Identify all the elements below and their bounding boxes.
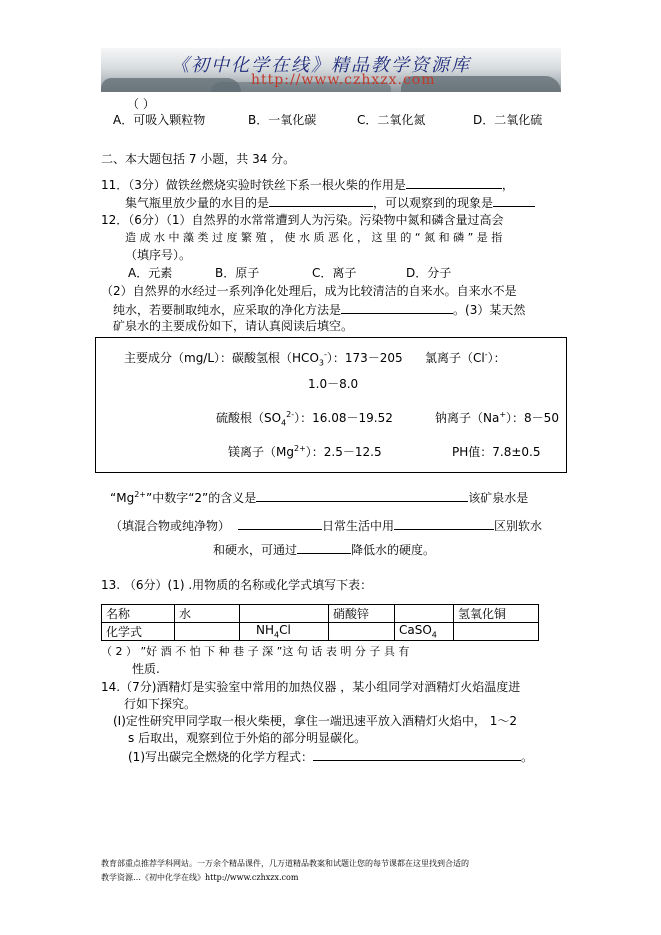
- after-box-line3: [213, 540, 435, 558]
- table-cell: 硝酸锌: [329, 605, 395, 623]
- option-c: C．二氧化氮: [357, 113, 426, 127]
- q11-comma: ，: [501, 178, 514, 192]
- table-row: [102, 605, 539, 623]
- q11-text: 集气瓶里放少量的水目的是: [125, 196, 270, 210]
- q14-line2: 行如下探究。: [124, 697, 197, 711]
- hco3-value: ）：173－205: [326, 351, 403, 365]
- banner-url[interactable]: http://www.czhxzx.com: [251, 72, 436, 88]
- chemical-table: [101, 604, 539, 641]
- sodium-value: ）：8－50: [506, 411, 559, 425]
- banner: [101, 48, 561, 92]
- blank-line: [256, 488, 468, 502]
- q12-line3: （填序号）。: [125, 248, 192, 262]
- q14-line3: (I)定性研究甲同学取一根火柴梗，拿住一端迅速平放入酒精灯火焰中， 1～2: [113, 714, 517, 728]
- superscript: 2+: [293, 444, 306, 453]
- table-cell: [240, 623, 329, 641]
- q12-p2-line2: [113, 300, 525, 318]
- q13-line1: 13. （6分）(1) .用物质的名称或化学式填写下表：: [101, 578, 373, 592]
- sulfate-value: ）：16.08－19.52: [294, 411, 393, 425]
- q14-line4: s 后取出，观察到位于外焰的部分明显碳化。: [128, 731, 367, 745]
- q11-text: ，可以观察到的现象是: [373, 196, 494, 210]
- q12-line2: 造 成 水 中 藻 类 过 度 繁 殖 ， 使 水 质 恶 化 ， 这 里 的 “ 氮 和 磷 ” 是 指: [125, 231, 503, 244]
- blank-line: [406, 175, 502, 189]
- blank-line: [313, 747, 521, 761]
- table-cell: [175, 623, 240, 641]
- section-heading: 二、本大题包括 7 小题，共 34 分。: [101, 152, 296, 166]
- superscript: 2+: [134, 490, 146, 499]
- q13-p2-line2: 性质.: [132, 662, 160, 676]
- blank-line: [394, 516, 494, 530]
- text: ”中数字“2”的含义是: [145, 491, 257, 505]
- q14-text: (1)写出碳完全燃烧的化学方程式：: [128, 750, 313, 764]
- chloride-label: 氯离子（Cl: [425, 351, 485, 365]
- option-b: B．一氧化碳: [248, 113, 317, 127]
- q12-p2-line1: （2）自然界的水经过一系列净化处理后，成为比较清洁的自来水。自来水不是: [101, 284, 517, 298]
- q11-line1: [101, 175, 514, 193]
- text: 该矿泉水是: [468, 491, 529, 505]
- superscript: 2-: [286, 410, 295, 419]
- blank-line: [493, 193, 535, 207]
- sulfate-label: 硫酸根（SO: [216, 411, 282, 425]
- q12-option-d: D．分子: [406, 266, 452, 280]
- box-sodium: [435, 409, 559, 426]
- footer-line1: 教育部重点推荐学科网站。一万余个精品课件，几万道精品教案和试题让您的每节课都在这里找到合适的: [101, 859, 469, 868]
- hco3-label: 主要成分（mg/L）：碳酸氢根（HCO: [124, 351, 319, 365]
- option-a: A．可吸入颗粒物: [113, 113, 206, 127]
- q12-text: 纯水，若要制取纯水，应采取的净化方法是: [113, 303, 342, 317]
- table-cell: [240, 605, 329, 623]
- q12-text: 。(3）某天然: [453, 303, 526, 317]
- blank-line: [269, 193, 373, 207]
- q11-line2: [125, 193, 535, 211]
- footer-line2: 教学资源…《初中化学在线》http://www.czhxzx.com: [101, 873, 299, 882]
- subscript: 4: [274, 630, 280, 640]
- blank-line: [297, 540, 351, 554]
- q12-option-a: A．元素: [128, 266, 173, 280]
- blank-line: [341, 300, 453, 314]
- table-cell: 名称: [102, 605, 175, 623]
- table-cell: [454, 623, 539, 641]
- blank-line: [238, 516, 322, 530]
- magnesium-label: 镁离子（Mg: [228, 445, 294, 459]
- sodium-label: 钠离子（Na: [435, 411, 500, 425]
- q12-p2-line3: 矿泉水的主要成份如下，请认真阅读后填空。: [113, 319, 354, 333]
- text: “Mg: [110, 491, 135, 505]
- q11-text: 11．（3分）做铁丝燃烧实验时铁丝下系一根火柴的作用是: [101, 178, 406, 192]
- q14-period: 。: [521, 750, 534, 764]
- formula-part: CaSO: [399, 623, 432, 637]
- box-row1: [124, 349, 403, 367]
- banner-title: 《初中化学在线》精品教学资源库: [171, 55, 471, 76]
- text: 和硬水，可通过: [213, 543, 298, 557]
- table-cell: [395, 605, 454, 623]
- box-chloride: [425, 349, 506, 366]
- q14-line1: 14.（7分)酒精灯是实验室中常用的加热仪器 ，某小组同学对酒精灯火焰温度进: [101, 680, 521, 694]
- table-row: [102, 623, 539, 641]
- q12-option-c: C．离子: [312, 266, 357, 280]
- q14-line5: [128, 747, 533, 765]
- text: 日常生活中用: [322, 519, 395, 533]
- text: 降低水的硬度。: [351, 543, 436, 557]
- table-cell: 水: [175, 605, 240, 623]
- subscript: 4: [281, 418, 287, 428]
- q13-p2-line1: （ 2 ） ”好 酒 不 怕 下 种 巷 子 深 ”这 句 话 表 明 分 子 具 有: [101, 645, 410, 658]
- text: （填混合物或纯净物）: [110, 519, 231, 533]
- subscript: 4: [431, 630, 437, 640]
- superscript: -: [323, 350, 327, 359]
- superscript: -: [484, 350, 488, 359]
- q12-option-b: B．原子: [215, 266, 260, 280]
- option-d: D．二氧化硫: [473, 113, 543, 127]
- chloride-end: ）：: [487, 351, 506, 365]
- formula-part: Cl: [279, 623, 291, 637]
- table-cell: [395, 623, 454, 641]
- magnesium-value: ）：2.5－12.5: [305, 445, 382, 459]
- box-ph: PH值：7.8±0.5: [452, 445, 541, 459]
- box-magnesium: [228, 443, 382, 460]
- box-sulfate: [216, 409, 393, 427]
- table-cell: 氢氧化铜: [454, 605, 539, 623]
- answer-bracket: （ ）: [127, 97, 155, 111]
- formula-part: NH: [256, 623, 274, 637]
- after-box-line1: [110, 488, 528, 506]
- table-cell: 化学式: [102, 623, 175, 641]
- q12-line1: 12．（6分）（1）自然界的水常常遭到人为污染。污染物中氮和磷含量过高会: [101, 213, 504, 227]
- after-box-line2: [110, 516, 542, 534]
- superscript: +: [499, 410, 507, 419]
- subscript: 3: [318, 358, 324, 368]
- chloride-value: 1.0－8.0: [308, 377, 359, 391]
- table-cell: [329, 623, 395, 641]
- text: 区别软水: [494, 519, 543, 533]
